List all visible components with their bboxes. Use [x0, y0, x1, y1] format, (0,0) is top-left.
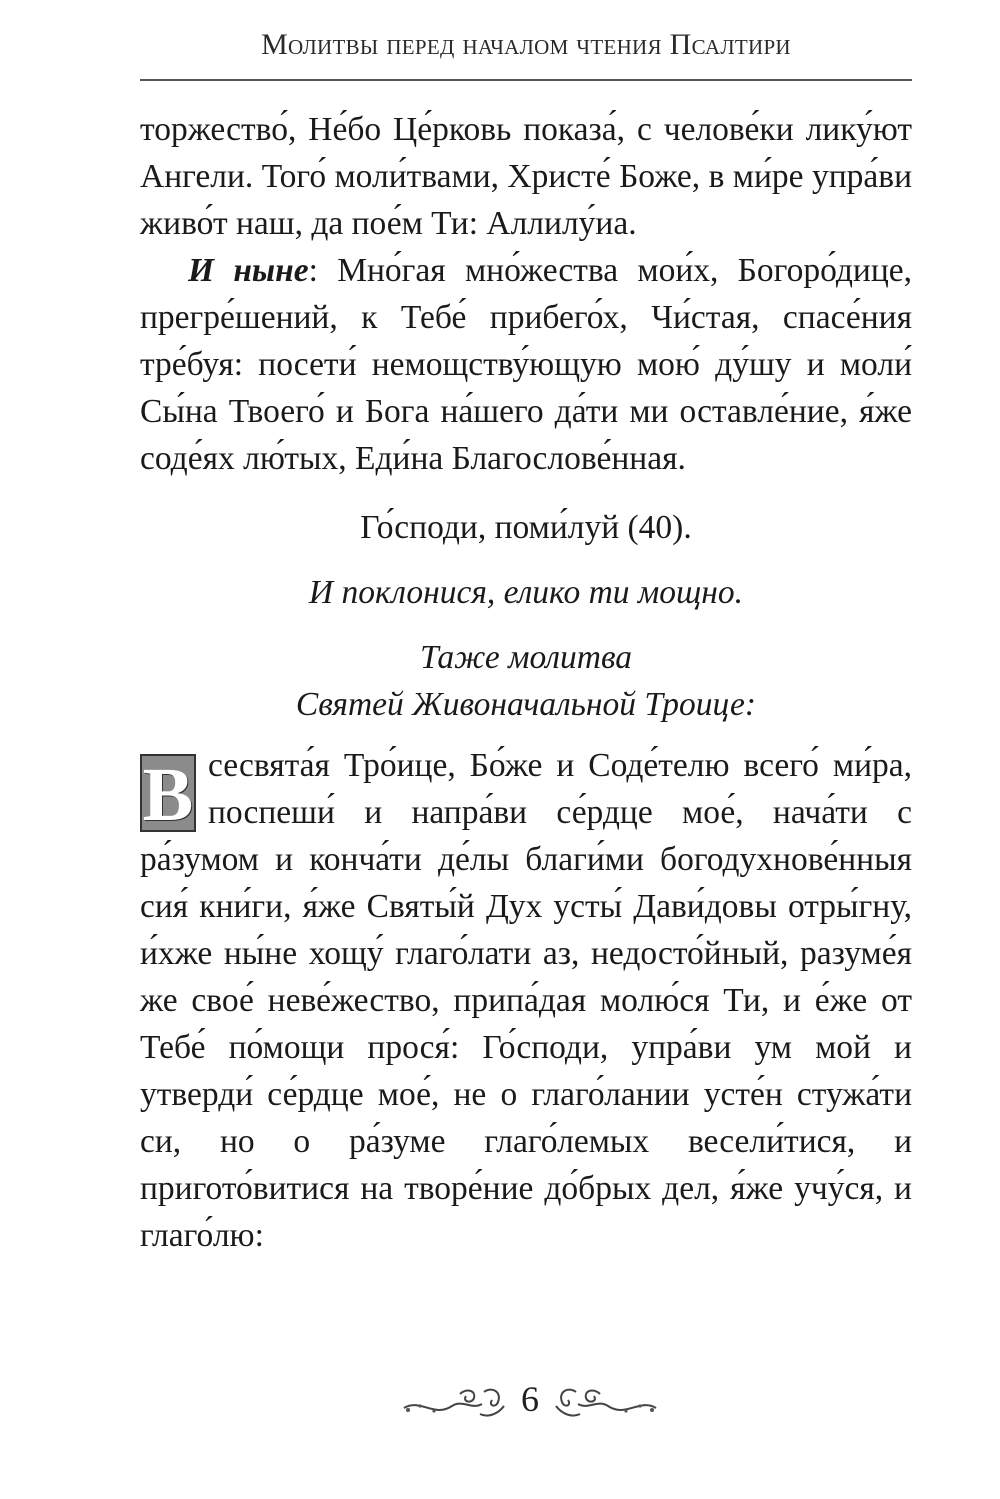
paragraph-troparion-end: торжество́, Не́бо Це́рковь показа́, с челове́ки лику́ют Ангели. Того́ моли́твами, Христе́ Боже, в ми́ре упра́ви живо́т наш, да пое́м Ти: Аллилу́иа.: [140, 111, 912, 242]
paragraph-theotokion-text: : Мно́гая мно́жества мои́х, Богоро́дице, прегре́шений, к Тебе́ прибего́х, Чи́стая, спасе́ния тре́буя: посети́ немощству́ющую мою́ ду́шу и моли́ Сы́на Твоего́ и Бога на́шего да́ти ми оставле́ние, я́же соде́ях лю́тых, Еди́на Благослове́нная.: [140, 252, 912, 477]
floral-ornament-icon: [400, 1384, 510, 1420]
running-head: Молитвы перед началом чтения Псалтири: [261, 28, 791, 61]
lord-have-mercy-line: Го́споди, поми́луй (40).: [360, 509, 692, 546]
bow-rubric: И поклонися, елико ти мощно.: [308, 574, 744, 611]
header-rule: [140, 79, 912, 81]
drop-cap: В: [140, 754, 196, 832]
floral-ornament-icon: [550, 1384, 660, 1420]
page-number: 6: [521, 1379, 539, 1419]
paragraph-theotokion: [140, 247, 912, 482]
paragraph-lead: И ныне: [188, 252, 309, 289]
page-footer: [400, 1372, 660, 1428]
paragraph-trinity-prayer: [140, 742, 912, 1259]
page-body: [140, 106, 912, 1259]
prayer-heading-line-1: Таже молитва: [419, 639, 633, 676]
paragraph-trinity-prayer-text: сесвята́я Тро́ице, Бо́же и Соде́телю всего́ ми́ра, поспеши́ и напра́ви се́рдце мое́, нача́ти с ра́зумом и конча́ти де́лы благи́ми богодухнове́нныя сия́ кни́ги, я́же Святы́й Дух усты́ Дави́довы отры́гну, и́хже ны́не хощу́ глаго́лати аз, недосто́йный, разуме́я же свое́ неве́жество, припа́дая молю́ся Ти, и е́же от Тебе́ по́мощи прося́: Го́споди, упра́ви ум мой и утверди́ се́рдце мое́, не о глаго́лании усте́н стужа́ти си, но о ра́зуме глаго́лемых весели́тися, и пригото́витися на творе́ние до́брых дел, я́же учу́ся, и глаго́лю:: [140, 747, 912, 1254]
prayer-heading-line-2: Святей Живоначальной Троице:: [295, 686, 757, 723]
